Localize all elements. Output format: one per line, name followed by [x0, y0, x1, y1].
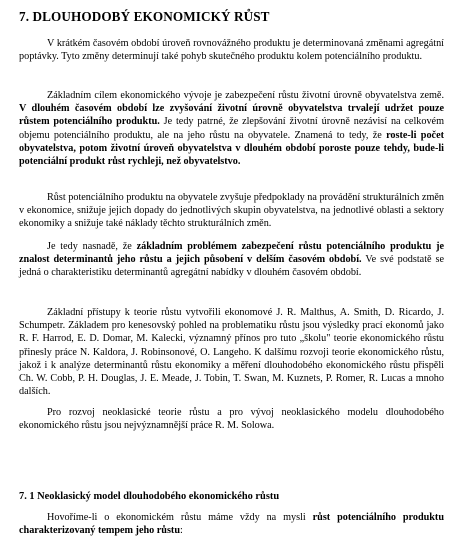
paragraph-4: [19, 240, 444, 280]
paragraph-2-text-1: Základním cílem ekonomického vývoje je zabezpečení růstu životní úrovně obyvatelstva země.: [47, 90, 444, 101]
paragraph-7-text-1: Hovoříme-li o ekonomickém růstu máme vždy na mysli: [47, 512, 313, 523]
paragraph-4-text-1: Je tedy nasnadě, že: [47, 241, 137, 252]
paragraph-2-text-2: Je tedy patrné, že zlepšování životní úrovně nezávisí na celkovém objemu potenciálního produktu, ale na jeho růstu na obyvatele. Znamená to tedy, že: [19, 116, 444, 141]
chapter-heading: 7. DLOUHODOBÝ EKONOMICKÝ RŮST: [19, 9, 270, 24]
paragraph-5: Základní přístupy k teorie růstu vytvořili ekonomové J. R. Malthus, A. Smith, D. Ricardo, J. Schumpetr. Základem pro kenesovský pohled na problematiku růstu jsou výsledky prací ekonomů jako R. F. Harrod, E. D. Domar, M. Kalecki, významný přínos pro tuto „školu" teorie ekonomického růstu přinesly práce N. Kaldora, J. Robinsonové, O. Langeho. K dalšímu rozvoji teorie ekonomického růstu, jakož i k analýze determinantů růstu ekonomiky a měření dlouhodobého ekonomického růstu přispěli Ch. W. Cobb, P. H. Douglas, J. E. Meade, J. Tobin, T. Swan, M. Kuznets, P. Romer, R. Lucas a mnoho dalších.: [19, 307, 444, 398]
paragraph-4-bold-1: základním problémem zabezpečení růstu potenciálního produktu je znalost determinantů jeho růstu a jejich působení v delším časovém období.: [19, 241, 444, 266]
paragraph-2-bold-1: V dlouhém časovém období lze zvyšování životní úrovně obyvatelstva trvalejí udržet pouze růstem potenciálního produktu.: [19, 103, 444, 128]
paragraph-7-bold-1: růst potenciálního produktu charakterizovaný tempem jeho růstu: [19, 512, 444, 537]
paragraph-7-text-2: :: [180, 525, 183, 537]
paragraph-2-bold-2: roste-li počet obyvatelstva, potom životní úroveň obyvatelstva v dlouhém období poroste pouze tehdy, bude-li potenciální produkt růst rychleji, než obyvatelstvo.: [19, 129, 444, 168]
paragraph-6: Pro rozvoj neoklasické teorie růstu a pro vývoj neoklasického modelu dlouhodobého ekonomického růstu jsou nejvýznamnější práce R. M. Solowa.: [19, 407, 444, 432]
section-subheading: 7. 1 Neoklasický model dlouhodobého ekonomického růstu: [19, 491, 280, 502]
paragraph-1: V krátkém časovém období úroveň rovnovážného produktu je determinovaná změnami agregátní poptávky. Tyto změny determinují také pohyb skutečného produktu kolem potenciálního produktu.: [19, 38, 444, 63]
paragraph-2: [19, 89, 444, 168]
paragraph-7: [19, 511, 444, 537]
paragraph-3: Růst potenciálního produktu na obyvatele zvyšuje předpoklady na provádění strukturálních změn v ekonomice, snižuje jejich dopady do jednotlivých skupin obyvatelstva, na jednotlivé oblasti a sektory ekonomiky a snižuje také náklady těchto strukturálních změn.: [19, 192, 444, 230]
paragraph-4-text-2: Ve své podstatě se jedná o charakteristiku determinantů agregátní nabídky v dlouhém časovém období.: [19, 254, 444, 279]
